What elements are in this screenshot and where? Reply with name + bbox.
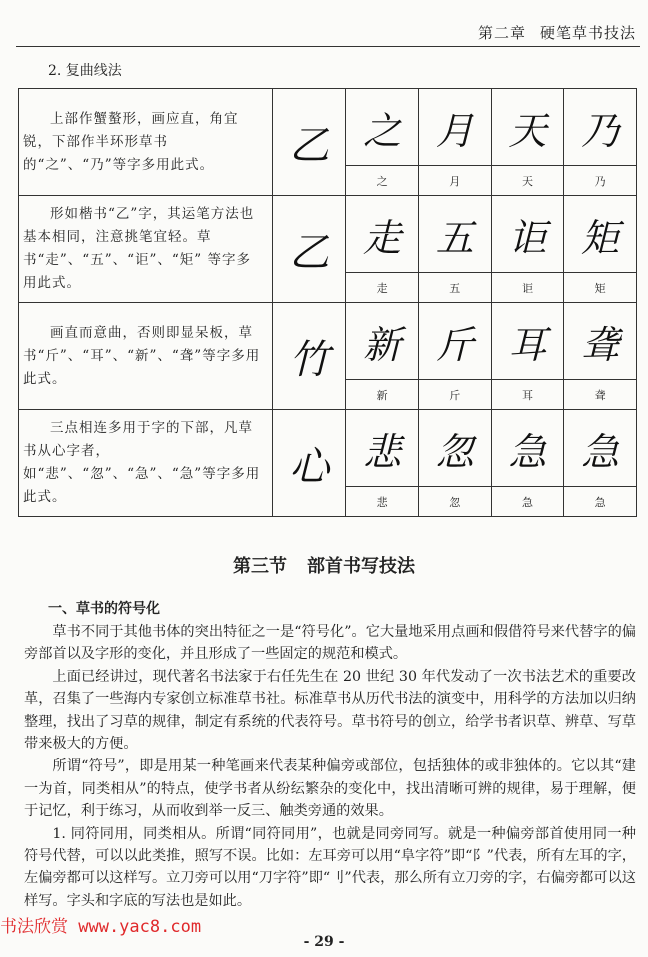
cursive-glyph: 急 bbox=[491, 410, 564, 487]
stroke-example: 乙 bbox=[273, 196, 346, 303]
watermark: 书法欣赏 www.yac8.com bbox=[0, 917, 202, 937]
table-row bbox=[19, 89, 637, 166]
cursive-glyph: 聋 bbox=[564, 303, 637, 380]
paragraph: 上面已经讲过，现代著名书法家于右任先生在 20 世纪 30 年代发动了一次书法艺术的重要改革，召集了一些海内专家创立标准草书社。标准草书从历代书法的演变中，用科学的方法加以归纳整理，找出了习草的规律，制定有系统的代表符号。草书符号的创立，给学书者识草、辨草、写草带来极大的方便。 bbox=[24, 668, 636, 753]
cursive-glyph: 乃 bbox=[564, 89, 637, 166]
glyph-label: 天 bbox=[491, 166, 564, 196]
cursive-glyph: 天 bbox=[491, 89, 564, 166]
cursive-glyph: 新 bbox=[346, 303, 419, 380]
glyph-label: 乃 bbox=[564, 166, 637, 196]
glyph-label: 月 bbox=[418, 166, 491, 196]
cursive-glyph: 讵 bbox=[491, 196, 564, 273]
description-text: 三点相连多用于字的下部，凡草书从心字者，如“悲”、“忽”、“急”、“急”等字多用此式。 bbox=[23, 420, 261, 505]
section-number: 第三节 bbox=[233, 556, 287, 577]
cursive-glyph: 矩 bbox=[564, 196, 637, 273]
description-text: 上部作蟹螯形，画应直，角宜锐，下部作半环形草书的“之”、“乃”等字多用此式。 bbox=[23, 110, 239, 173]
heading: 一、草书的符号化 bbox=[48, 601, 160, 617]
table-row bbox=[19, 410, 637, 487]
glyph-label: 急 bbox=[491, 487, 564, 517]
glyph-label: 之 bbox=[346, 166, 419, 196]
glyph-label: 走 bbox=[346, 273, 419, 303]
glyph-label: 矩 bbox=[564, 273, 637, 303]
cursive-glyph: 忽 bbox=[418, 410, 491, 487]
section-name: 部首书写技法 bbox=[307, 556, 415, 577]
table-row bbox=[19, 303, 637, 380]
row-description bbox=[19, 196, 273, 303]
stroke-example: 心 bbox=[273, 410, 346, 517]
glyph-label: 悲 bbox=[346, 487, 419, 517]
glyph-label: 忽 bbox=[418, 487, 491, 517]
glyph-label: 聋 bbox=[564, 380, 637, 410]
page-number: - 29 - bbox=[303, 934, 345, 950]
body-text bbox=[24, 621, 636, 912]
glyph-label: 讵 bbox=[491, 273, 564, 303]
glyph-label: 急 bbox=[564, 487, 637, 517]
row-description bbox=[19, 89, 273, 196]
cursive-glyph: 月 bbox=[418, 89, 491, 166]
glyph-label: 斤 bbox=[418, 380, 491, 410]
description-text: 形如楷书“乙”字，其运笔方法也基本相同，注意挑笔宜轻。草书“走”、“五”、“讵”、“矩” 等字多用此式。 bbox=[23, 206, 255, 291]
subsection-title: 2. 复曲线法 bbox=[48, 63, 122, 79]
chapter-title: 硬笔草书技法 bbox=[539, 24, 636, 42]
running-header bbox=[464, 22, 636, 43]
glyph-label: 新 bbox=[346, 380, 419, 410]
header-rule bbox=[16, 46, 640, 47]
paragraph: 草书不同于其他书体的突出特征之一是“符号化”。它大量地采用点画和假借符号来代替字的偏旁部首以及字形的变化，并且形成了一些固定的规范和模式。 bbox=[24, 624, 636, 663]
paragraph: 所谓“符号”，即是用某一种笔画来代表某种偏旁或部位，包括独体的或非独体的。它以其“建一为首，同类相从”的特点，使学书者从纷纭繁杂的变化中，找出清晰可辨的规律，易于理解，便于记忆，利于练习，从而收到举一反三、触类旁通的效果。 bbox=[24, 758, 636, 820]
row-description bbox=[19, 303, 273, 410]
cursive-glyph: 急 bbox=[564, 410, 637, 487]
cursive-glyph: 耳 bbox=[491, 303, 564, 380]
stroke-example: 乙 bbox=[273, 89, 346, 196]
cursive-glyph: 之 bbox=[346, 89, 419, 166]
glyph-label: 耳 bbox=[491, 380, 564, 410]
section-title bbox=[0, 552, 648, 578]
glyph-label: 五 bbox=[418, 273, 491, 303]
stroke-table bbox=[18, 88, 637, 517]
cursive-glyph: 五 bbox=[418, 196, 491, 273]
cursive-glyph: 走 bbox=[346, 196, 419, 273]
table-row bbox=[19, 196, 637, 273]
cursive-glyph: 悲 bbox=[346, 410, 419, 487]
paragraph: 1. 同符同用，同类相从。所谓“同符同用”，也就是同旁同写。就是一种偏旁部首使用同一种符号代替，可以以此类推，照写不误。比如：左耳旁可以用“阜字符”即“阝”代表，所有左耳的字，左偏旁都可以这样写。立刀旁可以用“刀字符”即“刂”代表，那么所有立刀旁的字，右偏旁都可以这样写。字头和字底的写法也是如此。 bbox=[24, 825, 636, 909]
description-text: 画直而意曲，否则即显呆板，草书“斤”、“耳”、“新”、“聋”等字多用此式。 bbox=[23, 324, 261, 387]
row-description bbox=[19, 410, 273, 517]
stroke-example: 竹 bbox=[273, 303, 346, 410]
cursive-glyph: 斤 bbox=[418, 303, 491, 380]
chapter-number: 第二章 bbox=[477, 24, 526, 42]
